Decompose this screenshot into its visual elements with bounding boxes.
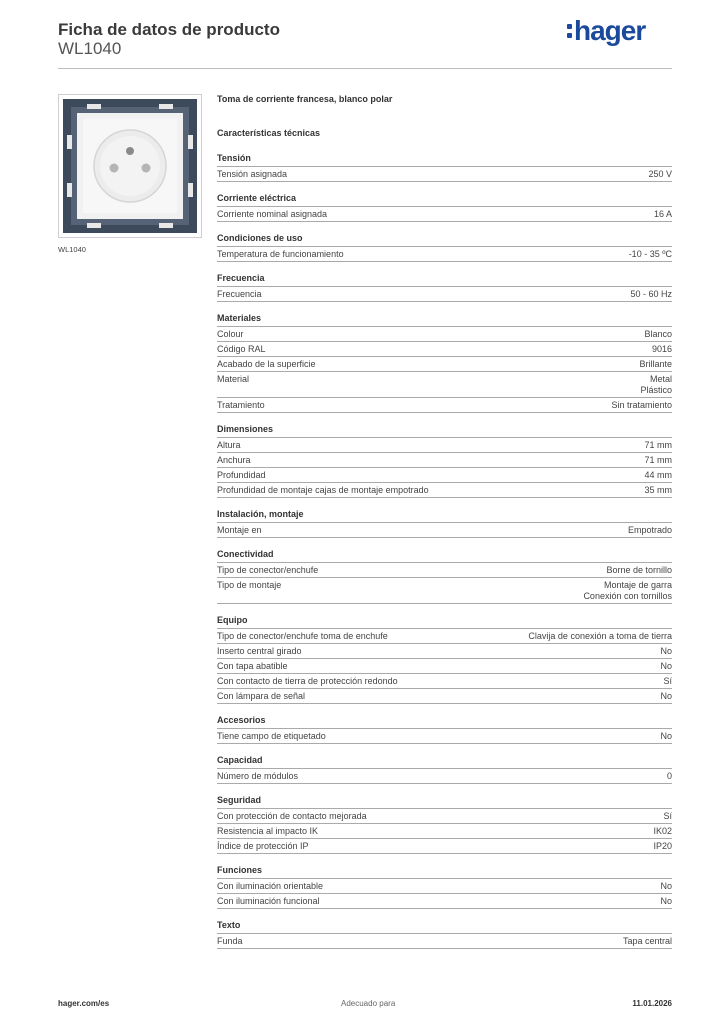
spec-label: Con contacto de tierra de protección redondo bbox=[217, 676, 398, 686]
image-caption: WL1040 bbox=[58, 245, 86, 254]
spec-value-line: Blanco bbox=[644, 329, 672, 339]
spec-value-line: No bbox=[660, 881, 672, 891]
spec-row bbox=[217, 342, 672, 357]
spec-label: Con iluminación funcional bbox=[217, 896, 320, 906]
spec-label: Resistencia al impacto IK bbox=[217, 826, 319, 836]
spec-value-line: Clavija de conexión a toma de tierra bbox=[528, 631, 672, 641]
spec-row bbox=[217, 879, 672, 894]
spec-label: Temperatura de funcionamiento bbox=[217, 249, 344, 259]
spec-group-title: Condiciones de uso bbox=[217, 233, 672, 247]
spec-value bbox=[644, 455, 672, 466]
spec-value bbox=[660, 731, 672, 742]
spec-value bbox=[663, 811, 672, 822]
spec-group bbox=[217, 313, 672, 413]
spec-group-title: Equipo bbox=[217, 615, 672, 629]
spec-value bbox=[630, 289, 672, 300]
spec-value bbox=[660, 691, 672, 702]
spec-group bbox=[217, 424, 672, 498]
product-code: WL1040 bbox=[58, 39, 122, 58]
spec-label: Tipo de conector/enchufe toma de enchufe bbox=[217, 631, 388, 641]
footer-website: hager.com/es bbox=[58, 999, 110, 1008]
spec-row bbox=[217, 659, 672, 674]
spec-label: Inserto central girado bbox=[217, 646, 302, 656]
spec-value-line: Sin tratamiento bbox=[611, 400, 672, 410]
spec-label: Índice de protección IP bbox=[217, 841, 309, 851]
spec-value-line: Empotrado bbox=[627, 525, 672, 535]
spec-row bbox=[217, 578, 672, 604]
spec-label: Número de módulos bbox=[217, 771, 299, 781]
spec-row bbox=[217, 468, 672, 483]
spec-group-title: Conectividad bbox=[217, 549, 672, 563]
spec-group bbox=[217, 509, 672, 538]
spec-label: Con tapa abatible bbox=[217, 661, 288, 671]
spec-value-line: Tapa central bbox=[622, 936, 672, 946]
spec-value bbox=[611, 400, 672, 411]
spec-row bbox=[217, 327, 672, 342]
spec-row bbox=[217, 934, 672, 949]
spec-label: Con protección de contacto mejorada bbox=[217, 811, 367, 821]
spec-value-line: Borne de tornillo bbox=[606, 565, 672, 575]
spec-group bbox=[217, 549, 672, 604]
spec-label: Código RAL bbox=[217, 344, 266, 354]
spec-label: Colour bbox=[217, 329, 244, 339]
spec-row bbox=[217, 563, 672, 578]
spec-label: Frecuencia bbox=[217, 289, 262, 299]
spec-value bbox=[653, 826, 672, 837]
spec-value bbox=[652, 344, 672, 355]
spec-group bbox=[217, 273, 672, 302]
spec-group-title: Texto bbox=[217, 920, 672, 934]
spec-row bbox=[217, 247, 672, 262]
spec-value bbox=[644, 329, 672, 340]
spec-label: Anchura bbox=[217, 455, 251, 465]
spec-row bbox=[217, 629, 672, 644]
spec-row bbox=[217, 453, 672, 468]
spec-group bbox=[217, 865, 672, 909]
spec-value-line: 44 mm bbox=[644, 470, 672, 480]
spec-label: Tensión asignada bbox=[217, 169, 288, 179]
spec-value bbox=[654, 209, 672, 220]
spec-value bbox=[644, 485, 672, 496]
spec-value bbox=[660, 881, 672, 892]
spec-group-title: Seguridad bbox=[217, 795, 672, 809]
spec-value-line: 9016 bbox=[651, 344, 672, 354]
spec-group bbox=[217, 755, 672, 784]
spec-row bbox=[217, 287, 672, 302]
spec-label: Montaje en bbox=[217, 525, 262, 535]
footer-suitable-for: Adecuado para bbox=[341, 999, 396, 1008]
spec-label: Altura bbox=[217, 440, 241, 450]
spec-value bbox=[644, 440, 672, 451]
spec-group bbox=[217, 715, 672, 744]
spec-value-line: IK02 bbox=[653, 826, 672, 836]
spec-label: Profundidad bbox=[217, 470, 266, 480]
logo-colon-icon bbox=[567, 24, 572, 42]
spec-label: Tratamiento bbox=[217, 400, 265, 410]
spec-value bbox=[644, 470, 672, 481]
spec-value bbox=[623, 936, 672, 947]
spec-value-line: 71 mm bbox=[644, 440, 672, 450]
spec-value bbox=[606, 565, 672, 576]
spec-group bbox=[217, 615, 672, 704]
spec-value bbox=[648, 169, 672, 180]
spec-value-line: No bbox=[660, 646, 672, 656]
spec-value-line: 71 mm bbox=[644, 455, 672, 465]
spec-content bbox=[217, 94, 672, 949]
spec-group bbox=[217, 193, 672, 222]
spec-value bbox=[628, 525, 672, 536]
spec-value bbox=[528, 631, 672, 642]
spec-value-line: 0 bbox=[666, 771, 672, 781]
spec-value-line: Plástico bbox=[640, 385, 672, 395]
spec-row bbox=[217, 167, 672, 182]
spec-row bbox=[217, 207, 672, 222]
spec-value-line: Conexión con tornillos bbox=[583, 591, 672, 601]
spec-row bbox=[217, 689, 672, 704]
spec-label: Tipo de conector/enchufe bbox=[217, 565, 319, 575]
spec-value-line: No bbox=[660, 896, 672, 906]
spec-value bbox=[583, 580, 672, 602]
spec-value bbox=[629, 249, 672, 260]
spec-value bbox=[653, 841, 672, 852]
spec-row bbox=[217, 483, 672, 498]
spec-value-line: Metal bbox=[649, 374, 672, 384]
spec-value bbox=[640, 374, 672, 396]
header-title: Ficha de datos de producto bbox=[58, 20, 280, 39]
spec-row bbox=[217, 398, 672, 413]
product-description: Toma de corriente francesa, blanco polar bbox=[217, 94, 393, 104]
spec-label: Con iluminación orientable bbox=[217, 881, 324, 891]
product-image bbox=[58, 94, 202, 238]
spec-row bbox=[217, 644, 672, 659]
spec-value-line: Sí bbox=[663, 811, 672, 821]
spec-value-line: Brillante bbox=[639, 359, 672, 369]
spec-value bbox=[660, 646, 672, 657]
spec-row bbox=[217, 372, 672, 398]
spec-value-line: 250 V bbox=[648, 169, 672, 179]
spec-group-title: Dimensiones bbox=[217, 424, 672, 438]
spec-group-title: Tensión bbox=[217, 153, 672, 167]
spec-group-title: Materiales bbox=[217, 313, 672, 327]
spec-value bbox=[663, 676, 672, 687]
spec-row bbox=[217, 357, 672, 372]
spec-row bbox=[217, 523, 672, 538]
spec-value-line: -10 - 35 ºC bbox=[628, 249, 672, 259]
spec-group-title: Accesorios bbox=[217, 715, 672, 729]
spec-label: Con lámpara de señal bbox=[217, 691, 306, 701]
spec-group bbox=[217, 795, 672, 854]
hager-logo bbox=[567, 15, 645, 47]
spec-group-title: Capacidad bbox=[217, 755, 672, 769]
spec-groups bbox=[217, 153, 672, 949]
spec-group-title: Instalación, montaje bbox=[217, 509, 672, 523]
spec-group bbox=[217, 153, 672, 182]
spec-label: Funda bbox=[217, 936, 243, 946]
spec-value-line: 16 A bbox=[653, 209, 672, 219]
spec-group bbox=[217, 233, 672, 262]
footer-date: 11.01.2026 bbox=[632, 999, 672, 1008]
spec-value-line: 35 mm bbox=[644, 485, 672, 495]
spec-value-line: Montaje de garra bbox=[603, 580, 672, 590]
spec-group-title: Corriente eléctrica bbox=[217, 193, 672, 207]
spec-group-title: Frecuencia bbox=[217, 273, 672, 287]
spec-label: Profundidad de montaje cajas de montaje empotrado bbox=[217, 485, 429, 495]
spec-value-line: Sí bbox=[663, 676, 672, 686]
spec-label: Tipo de montaje bbox=[217, 580, 282, 590]
spec-value bbox=[667, 771, 672, 782]
spec-row bbox=[217, 438, 672, 453]
spec-row bbox=[217, 839, 672, 854]
logo-text: hager bbox=[574, 15, 646, 46]
socket-outlet-icon bbox=[59, 95, 201, 237]
spec-label: Corriente nominal asignada bbox=[217, 209, 328, 219]
spec-value-line: No bbox=[660, 731, 672, 741]
spec-group-title: Funciones bbox=[217, 865, 672, 879]
spec-value-line: No bbox=[660, 691, 672, 701]
spec-label: Tiene campo de etiquetado bbox=[217, 731, 326, 741]
spec-group bbox=[217, 920, 672, 949]
spec-value bbox=[660, 661, 672, 672]
spec-value bbox=[639, 359, 672, 370]
spec-row bbox=[217, 674, 672, 689]
spec-value-line: 50 - 60 Hz bbox=[630, 289, 672, 299]
spec-value bbox=[660, 896, 672, 907]
tech-section-title: Características técnicas bbox=[217, 128, 321, 138]
spec-row bbox=[217, 729, 672, 744]
spec-row bbox=[217, 769, 672, 784]
header-divider bbox=[58, 68, 672, 69]
spec-row bbox=[217, 894, 672, 909]
spec-row bbox=[217, 809, 672, 824]
spec-label: Acabado de la superficie bbox=[217, 359, 316, 369]
spec-value-line: No bbox=[660, 661, 672, 671]
spec-label: Material bbox=[217, 374, 250, 384]
spec-value-line: IP20 bbox=[653, 841, 672, 851]
spec-row bbox=[217, 824, 672, 839]
